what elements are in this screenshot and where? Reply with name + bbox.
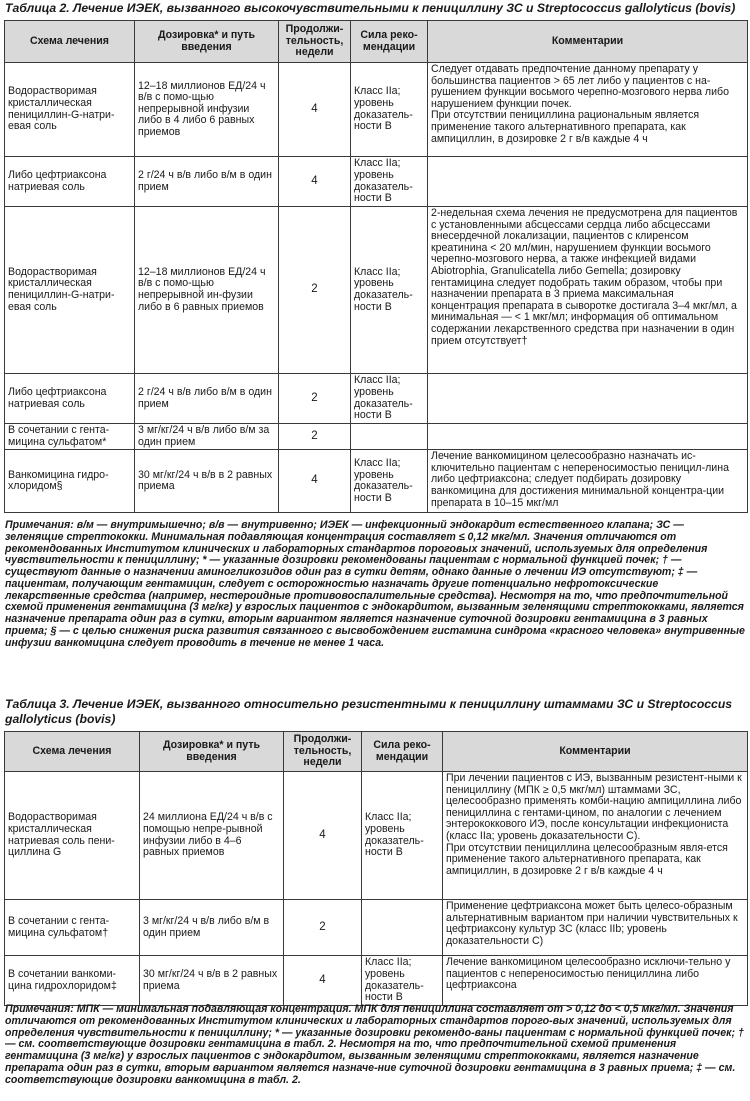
dose-cell: 12–18 миллионов ЕД/24 ч в/в с помо-щью непрерывной инфузии либо в 4 либо 6 равных приемов [135, 63, 279, 157]
duration-cell: 4 [284, 772, 362, 900]
table3-header-comment: Комментарии [443, 732, 748, 772]
duration-cell: 4 [279, 63, 351, 157]
table2-notes-label: Примечания: [5, 519, 74, 531]
table-row [5, 157, 748, 207]
dose-cell: 2 г/24 ч в/в либо в/м в один прием [135, 157, 279, 207]
dose-cell: 3 мг/кг/24 ч в/в либо в/м в один прием [140, 900, 284, 956]
table3 [4, 731, 748, 1006]
scheme-cell: Ванкомицина гидро-хлоридом§ [5, 450, 135, 513]
table3-header-row [5, 732, 748, 772]
table2-header-row [5, 21, 748, 63]
strength-cell: Класс IIa; уровень доказатель-ности В [362, 956, 443, 1006]
dose-cell: 30 мг/кг/24 ч в/в в 2 равных приема [140, 956, 284, 1006]
strength-cell: Класс IIa; уровень доказатель-ности В [351, 157, 428, 207]
scheme-cell: В сочетании с гента-мицина сульфатом* [5, 424, 135, 450]
scheme-cell: Водорастворимая кристаллическая пенициллин-G-натри-евая соль [5, 63, 135, 157]
dose-cell: 24 миллиона ЕД/24 ч в/в с помощью непре-рывной инфузии либо в 4–6 равных приемов [140, 772, 284, 900]
table-row [5, 63, 748, 157]
dose-cell: 2 г/24 ч в/в либо в/м в один прием [135, 374, 279, 424]
table-row [5, 450, 748, 513]
comment-cell: При лечении пациентов с ИЭ, вызванным резистент-ными к пенициллину (МПК ≥ 0,5 мкг/мл) штаммами ЗС, целесообразно применять комби-нацию ампициллина либо пенициллина с гентами-цином, по аналогии с лечением энтерококкового ИЭ, после консультации инфекциониста (класс IIa; уровень доказательности С). При отсутствии пенициллина целесообразным явля-ется применение такого альтернативного препарата, как ампициллин, в дозировке 2 г в/в каждые 4 ч [443, 772, 748, 900]
table3-title: Таблица 3. Лечение ИЭЕК, вызванного относительно резистентными к пенициллину штаммами ЗС и Streptococcus gallolyticus (bovis) [5, 697, 733, 726]
duration-cell: 2 [279, 424, 351, 450]
duration-cell: 4 [279, 157, 351, 207]
table-row [5, 207, 748, 374]
dose-cell: 3 мг/кг/24 ч в/в либо в/м за один прием [135, 424, 279, 450]
dose-cell: 12–18 миллионов ЕД/24 ч в/в с помо-щью непрерывной ин-фузии либо в 6 равных приемов [135, 207, 279, 374]
comment-cell: Следует отдавать предпочтение данному препарату у большинства пациентов > 65 лет либо у пациентов с на-рушением функции восьмого черепно-мозгового нерва либо нарушением функции почек. При отсутствии пенициллина рациональным является применение такого альтернативного препарата, как ампициллин, в дозировке 2 г в/в каждые 4 ч [428, 63, 748, 157]
scheme-cell: В сочетании ванкоми-цина гидрохлоридом‡ [5, 956, 140, 1006]
strength-cell [362, 900, 443, 956]
table2-header-comment: Комментарии [428, 21, 748, 63]
duration-cell: 4 [279, 450, 351, 513]
dose-cell: 30 мг/кг/24 ч в/в в 2 равных приема [135, 450, 279, 513]
table3-notes-text: МПК — минимальная подавляющая концентрация. МПК для пенициллина составляет от > 0,12 до < 0,5 мкг/мл. Значения отличаются от рекомендованных Институтом клинических и лабораторных стандартов порого-вых значений, используемых для определения чувствительности к пенициллину; * — указанные дозировки рекомендо-ваны пациентам с нормальной функцией почек; † — см. соответствующие дозировки гентамицина в табл. 2. Несмотря на то, что предпочтительной схемой применения гентамицина (3 мг/кг) у взрослых пациентов с эндокардитом, вызванным зеленящими стрептококками, является назначение препарата один раз в сутки, вторым вариантом является назначе-ние суточной дозировки гентамицина в 3 равных приема; ‡ — см. соответствующие дозировки ванкомицина в табл. 2. [5, 1003, 744, 1086]
strength-cell: Класс IIa; уровень доказатель-ности В [351, 450, 428, 513]
comment-cell [428, 374, 748, 424]
table3-header-dose: Дозировка* и путь введения [140, 732, 284, 772]
table2-notes [5, 520, 745, 649]
scheme-cell: Либо цефтриаксона натриевая соль [5, 374, 135, 424]
table3-header-duration: Продолжи-тельность, недели [284, 732, 362, 772]
table3-notes-label: Примечания: [5, 1003, 74, 1015]
table-row [5, 374, 748, 424]
duration-cell: 4 [284, 956, 362, 1006]
table3-notes [5, 1004, 745, 1086]
strength-cell: Класс IIa; уровень доказатель-ности В [362, 772, 443, 900]
scheme-cell: Водорастворимая кристаллическая пенициллин-G-натри-евая соль [5, 207, 135, 374]
table3-header-strength: Сила реко-мендации [362, 732, 443, 772]
table2-header-duration: Продолжи-тельность, недели [279, 21, 351, 63]
table2 [4, 20, 748, 513]
table-row [5, 424, 748, 450]
table-row [5, 956, 748, 1006]
duration-cell: 2 [279, 207, 351, 374]
strength-cell: Класс IIa; уровень доказатель-ности В [351, 207, 428, 374]
comment-cell: 2-недельная схема лечения не предусмотрена для пациентов с установленными абсцессами сердца либо абсцессами внесердечной локализации, пациентов с клиренсом креатинина < 20 мл/мин, нарушением функции восьмого черепно-мозгового нерва, а также инфекцией видами Abiotrophia, Granulicatella либо Gemella; дозировку гентамицина следует подобрать таким образом, чтобы при назначении препарата в 3 приема максимальная концентрация препарата в сыворотке достигала 3–4 мкг/мл, а минимальная — < 1 мкг/мл; информация об оптимальном содержании лекарственного средства при назначении в один прием отсутствует† [428, 207, 748, 374]
duration-cell: 2 [279, 374, 351, 424]
comment-cell: Лечение ванкомицином целесообразно назначать ис-ключительно пациентам с непереносимостью пеницил-лина либо цефтриаксона; следует подбирать дозировку ванкомицина для достижения минимальной концентра-ции препарата в 10–15 мкг/мл [428, 450, 748, 513]
strength-cell: Класс IIa; уровень доказатель-ности В [351, 63, 428, 157]
table2-title: Таблица 2. Лечение ИЭЕК, вызванного высокочувствительными к пенициллину ЗС и Streptococcus gallolyticus (bovis) [5, 1, 736, 15]
table-row [5, 900, 748, 956]
table-row [5, 772, 748, 900]
scheme-cell: В сочетании с гента-мицина сульфатом† [5, 900, 140, 956]
duration-cell: 2 [284, 900, 362, 956]
strength-cell: Класс IIa; уровень доказатель-ности В [351, 374, 428, 424]
table2-header-scheme: Схема лечения [5, 21, 135, 63]
strength-cell [351, 424, 428, 450]
comment-cell [428, 157, 748, 207]
table2-notes-text: в/м — внутримышечно; в/в — внутривенно; ИЭЕК — инфекционный эндокардит естественного клапана; ЗС — зеленящие стрептококки. Минимальная подавляющая концентрация составляет ≤ 0,12 мкг/мл. Значения отличаются от рекомендованных Институтом клинических и лабораторных стандартов пороговых значений, используемых для определения чувствительности к пенициллину; * — указанные дозировки рекомендованы пациентам с нормальной функцией почек; † — существуют данные о назначении аминогликозидов один раз в сутки детям, однако данные о лечении ИЭ отсутствуют; ‡ — пациентам, получающим гентамицин, следует с осторожностью назначать другие потенциально нефротоксические лекарственные средства (например, нестероидные противовоспалительные средства). Несмотря на то, что предпочтительной схемой применения гентамицина (3 мг/кг) у взрослых пациентов с эндокардитом, вызванным зеленящими стрептококками, является назначение препарата один раз в сутки, вторым вариантом является назначение суточной дозировки гентамицина в 3 равных приема; § — с целью снижения риска развития связанного с высвобождением гистамина синдрома «красного человека» внутривенные инфузии ванкомицина следует проводить в течение не менее 1 часа. [5, 519, 745, 649]
table2-header-strength: Сила реко-мендации [351, 21, 428, 63]
scheme-cell: Либо цефтриаксона натриевая соль [5, 157, 135, 207]
comment-cell: Применение цефтриаксона может быть целесо-образным альтернативным вариантом при наличии чувствительных к цефтриаксону культур ЗС (класс IIb; уровень доказательности С) [443, 900, 748, 956]
scheme-cell: Водорастворимая кристаллическая натриевая соль пени-циллина G [5, 772, 140, 900]
table3-header-scheme: Схема лечения [5, 732, 140, 772]
table2-header-dose: Дозировка* и путь введения [135, 21, 279, 63]
comment-cell: Лечение ванкомицином целесообразно исключи-тельно у пациентов с непереносимостью пенициллина либо цефтриаксона [443, 956, 748, 1006]
comment-cell [428, 424, 748, 450]
